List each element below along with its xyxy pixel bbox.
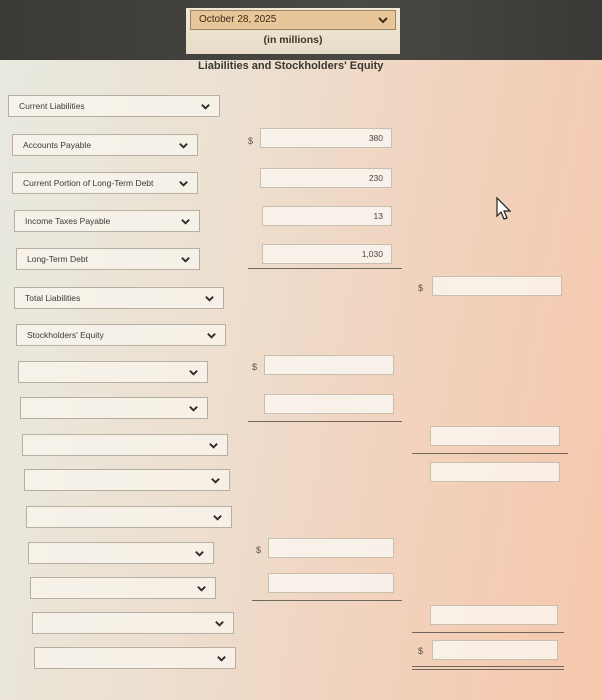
row-select-total-liabilities[interactable] <box>14 287 224 309</box>
mouse-pointer-icon <box>494 196 514 222</box>
row-select-accounts-payable[interactable] <box>12 134 198 156</box>
amount-input-current-portion-ltd[interactable]: 230 <box>260 168 392 188</box>
amount-input-accounts-payable[interactable]: 380 <box>260 128 392 148</box>
row-select-stockholders-equity[interactable] <box>16 324 226 346</box>
subtotal-rule <box>252 600 402 601</box>
row-select-empty[interactable] <box>18 361 208 383</box>
row-select-empty[interactable] <box>32 612 234 634</box>
chevron-down-icon <box>212 512 223 523</box>
amount-input-empty[interactable] <box>430 462 560 482</box>
row-select-income-taxes[interactable] <box>14 210 200 232</box>
amount-input-empty[interactable] <box>268 538 394 558</box>
chevron-down-icon <box>188 367 199 378</box>
amount-input-total-liabilities[interactable] <box>432 276 562 296</box>
total-rule <box>412 666 564 667</box>
amount-input-empty[interactable] <box>432 640 558 660</box>
dollar-sign: $ <box>418 646 424 656</box>
chevron-down-icon <box>200 101 211 112</box>
chevron-down-icon <box>206 330 217 341</box>
chevron-down-icon <box>216 653 227 664</box>
chevron-down-icon <box>208 440 219 451</box>
dollar-sign: $ <box>252 362 258 372</box>
chevron-down-icon <box>180 216 191 227</box>
row-select-current-liabilities[interactable] <box>8 95 220 117</box>
subtotal-rule <box>248 421 402 422</box>
date-select[interactable] <box>190 10 396 30</box>
chevron-down-icon <box>214 618 225 629</box>
chevron-down-icon <box>178 140 189 151</box>
subtotal-rule <box>248 268 402 269</box>
chevron-down-icon <box>196 583 207 594</box>
row-select-empty[interactable] <box>22 434 228 456</box>
row-select-label: Stockholders' Equity <box>27 330 104 340</box>
chevron-down-icon <box>377 14 389 26</box>
row-select-empty[interactable] <box>26 506 232 528</box>
row-select-label: Long-Term Debt <box>27 254 88 264</box>
row-select-label: Current Liabilities <box>19 101 85 111</box>
amount-input-empty[interactable] <box>430 605 558 625</box>
row-select-empty[interactable] <box>28 542 214 564</box>
chevron-down-icon <box>204 293 215 304</box>
total-rule-double <box>412 669 564 670</box>
chevron-down-icon <box>194 548 205 559</box>
chevron-down-icon <box>210 475 221 486</box>
row-select-label: Current Portion of Long-Term Debt <box>23 178 154 188</box>
row-select-label: Total Liabilities <box>25 293 81 303</box>
date-select-value: October 28, 2025 <box>199 14 277 25</box>
amount-input-empty[interactable] <box>268 573 394 593</box>
amount-input-empty[interactable] <box>264 394 394 414</box>
section-title: Liabilities and Stockholders' Equity <box>198 60 384 72</box>
row-select-empty[interactable] <box>24 469 230 491</box>
row-select-empty[interactable] <box>20 397 208 419</box>
dollar-sign: $ <box>418 283 424 293</box>
row-select-label: Income Taxes Payable <box>25 216 111 226</box>
row-select-long-term-debt[interactable] <box>16 248 200 270</box>
row-select-current-portion-ltd[interactable] <box>12 172 198 194</box>
amount-input-empty[interactable] <box>430 426 560 446</box>
chevron-down-icon <box>180 254 191 265</box>
amount-input-empty[interactable] <box>264 355 394 375</box>
row-select-empty[interactable] <box>30 577 216 599</box>
chevron-down-icon <box>188 403 199 414</box>
chevron-down-icon <box>178 178 189 189</box>
total-rule <box>412 453 568 454</box>
dollar-sign: $ <box>256 545 262 555</box>
row-select-label: Accounts Payable <box>23 140 92 150</box>
amount-input-income-taxes[interactable]: 13 <box>262 206 392 226</box>
units-label: (in millions) <box>263 34 323 46</box>
row-select-empty[interactable] <box>34 647 236 669</box>
total-rule <box>412 632 564 633</box>
amount-input-long-term-debt[interactable]: 1,030 <box>262 244 392 264</box>
dollar-sign: $ <box>248 136 254 146</box>
